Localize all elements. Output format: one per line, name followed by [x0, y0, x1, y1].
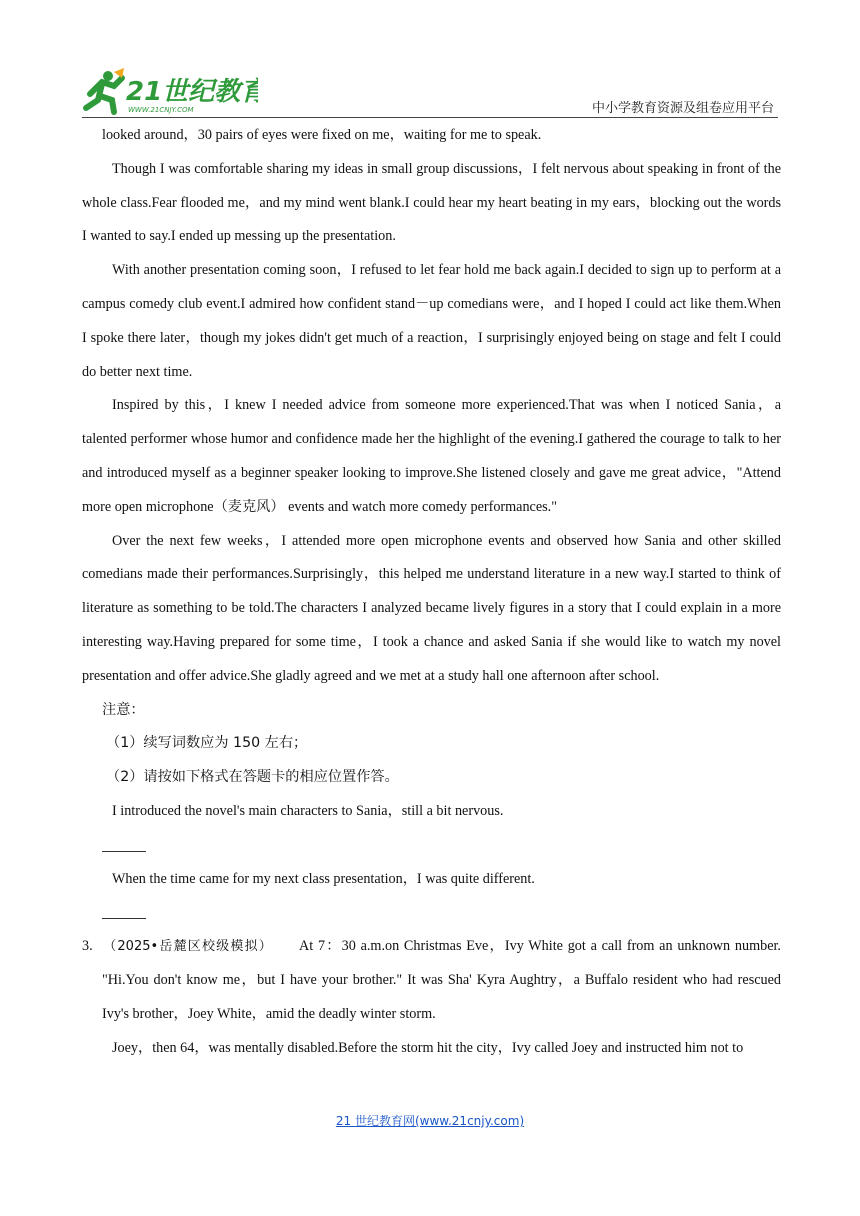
question-3 — [82, 930, 781, 1031]
question-text: At 7：30 a.m.on Christmas Eve，Ivy White got a call from an unknown number. "Hi.You don't know me，but I have your brother." It was Sha' Kyra Aughtry，a Buffalo resident who had rescued Ivy's brother，Joey White，amid the deadly winter storm. — [102, 938, 781, 1022]
notes-title: 注意： — [102, 701, 145, 718]
runner-logo-icon — [78, 66, 258, 118]
page-footer — [0, 1112, 860, 1129]
continuation-prompt-2: When the time came for my next class presentation，I was quite different. — [112, 870, 535, 887]
footer-link[interactable]: 21 世纪教育网(www.21cnjy.com) — [335, 1114, 525, 1128]
svg-text:21世纪教育: 21世纪教育 — [126, 77, 258, 107]
document-body — [82, 119, 781, 1065]
page-header — [0, 0, 860, 120]
paragraph-4: Inspired by this，I knew I needed advice from someone more experienced.That was when I noticed Sania，a talented performer whose humor and confidence made her the highlight of the evening.I gathered the courage to talk to her and introduced myself as a beginner speaker looking to improve.She listened closely and gave me great advice，"Attend more open microphone（麦克风） events and watch more comedy performances." — [82, 397, 781, 515]
paragraph-1: looked around，30 pairs of eyes were fixed on me，waiting for me to speak. — [102, 127, 542, 143]
site-logo[interactable] — [78, 66, 258, 118]
svg-text:WWW.21CNJY.COM: WWW.21CNJY.COM — [128, 106, 194, 114]
paragraph-2: Though I was comfortable sharing my ideas in small group discussions，I felt nervous about speaking in front of the whole class.Fear flooded me，and my mind went blank.I could hear my heart beating in my ears，blocking out the words I wanted to say.I ended up messing up the presentation. — [82, 160, 781, 245]
note-item-1: （1）续写词数应为 150 左右； — [106, 735, 308, 752]
note-item-2: （2）请按如下格式在答题卡的相应位置作答。 — [106, 769, 399, 786]
continuation-prompt-1: I introduced the novel's main characters to Sania，still a bit nervous. — [112, 802, 504, 819]
paragraph-5: Over the next few weeks，I attended more open microphone events and observed how Sania and other skilled comedians made their performances.Surprisingly，this helped me understand literature in a new way.I started to think of literature as something to be told.The characters I analyzed became lively figures in a story that I could explain in a more interesting way.Having prepared for some time，I took a chance and asked Sania if she would like to watch my novel presentation and offer advice.She gladly agreed and we met at a study hall one afternoon after school. — [82, 532, 781, 684]
question-source: （2025•岳麓区校级模拟） — [102, 939, 273, 955]
answer-blank-2[interactable] — [82, 896, 781, 930]
paragraph-3: With another presentation coming soon，I refused to let fear hold me back again.I decided to sign up to perform at a campus comedy club event.I admired how confident stand－up comedians were，and I hoped I could act like them.When I spoke there later，though my jokes didn't get much of a reaction，I surprisingly enjoyed being on stage and felt I could do better next time. — [82, 262, 781, 380]
answer-blank-1[interactable] — [82, 829, 781, 863]
question-3-continued: Joey，then 64，was mentally disabled.Before the storm hit the city，Ivy called Joey and instructed him not to — [112, 1039, 744, 1056]
platform-name: 中小学教育资源及组卷应用平台 — [591, 101, 774, 116]
header-divider — [82, 117, 778, 118]
question-number: 3. — [82, 938, 93, 955]
